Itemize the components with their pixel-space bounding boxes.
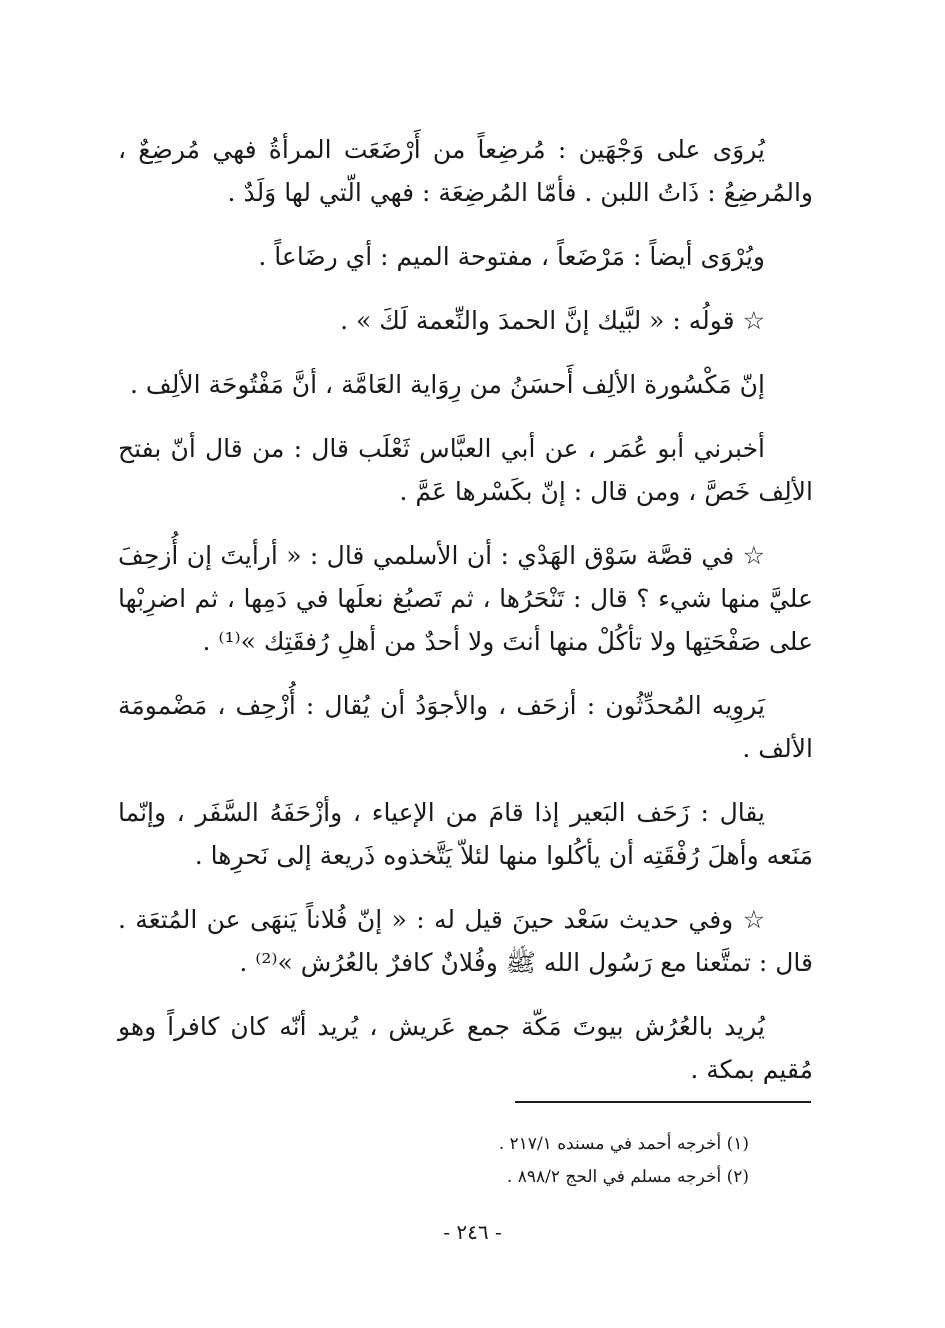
- paragraph-3: ☆ قولُه : « لبَّيك إنَّ الحمدَ والنِّعمة لَكَ » .: [340, 306, 765, 335]
- main-text: [118, 128, 813, 1091]
- paragraph-10: يُريد بالعُرُش بيوتَ مَكّة جمع عَريش ، يُريد أنّه كان كافراً وهو مُقيم بمكة .: [118, 1012, 813, 1084]
- paragraph-4: إنّ مَكْسُورة الألِف أَحسَنُ من رِوَاية العَامَّة ، أنَّ مَفْتُوحَة الألِف .: [129, 370, 765, 399]
- paragraph-6: ☆ في قصَّة سَوْق الهَدْي : أن الأسلمي قال : « أرأيتَ إن أُزحِفَ عليَّ منها شيء ؟ قال : تَنْحَرُها ، ثم تَصبُغ نعلَها في دَمِها ، ثم اضرِبْها على صَفْحَتِها ولا تأكُلْ منها أنتَ ولا أحدٌ من أهلِ رُفقَتِك »⁽¹⁾ .: [118, 541, 813, 656]
- paragraph-5: أخبرني أبو عُمَر ، عن أبي العبَّاس ثَعْلَب قال : من قال أنّ بفتح الألِف خَصَّ ، ومن قال : إنّ بكَسْرها عَمَّ .: [118, 434, 813, 506]
- paragraph-8: يقال : زَحَف البَعير إذا قامَ من الإعياء ، وأزْحَفَهُ السَّفَر ، وإنّما مَنَعه وأهلَ رُفْقَتِه أن يأكُلوا منها لئلاّ يَتَّخذوه ذَريعة إلى نَحرِها .: [118, 798, 813, 870]
- footnote-1: (١) أخرجه أحمد في مسنده ٢١٧/١ .: [498, 1134, 749, 1154]
- paragraph-1: يُروَى على وَجْهَين : مُرضِعاً من أَرْضَعَت المرأةُ فهي مُرضِعٌ ، والمُرضِعُ : ذَاتُ اللبن . فأمّا المُرضِعَة : فهي الّتي لها وَلَدٌ .: [118, 135, 813, 207]
- paragraph-2: ويُرْوَى أيضاً : مَرْضَعاً ، مفتوحة الميم : أي رضَاعاً .: [258, 242, 765, 271]
- footnote-divider: [515, 1101, 811, 1103]
- page-number: - ٢٤٦ -: [443, 1220, 502, 1244]
- footnote-2: (٢) أخرجه مسلم في الحج ٨٩٨/٢ .: [506, 1167, 749, 1187]
- paragraph-9: ☆ وفي حديث سَعْد حينَ قيل له : « إنّ فُلاناً يَنهَى عن المُتعَة . قال : تمتَّعنا مع رَسُول الله ﷺ وفُلانٌ كافرٌ بالعُرُش »⁽²⁾ .: [118, 905, 813, 977]
- footnotes: [499, 1128, 749, 1194]
- paragraph-7: يَروِيه المُحدِّثُون : أزحَف ، والأجوَدُ أن يُقال : أُزْحِف ، مَضْمومَة الألف .: [118, 691, 813, 763]
